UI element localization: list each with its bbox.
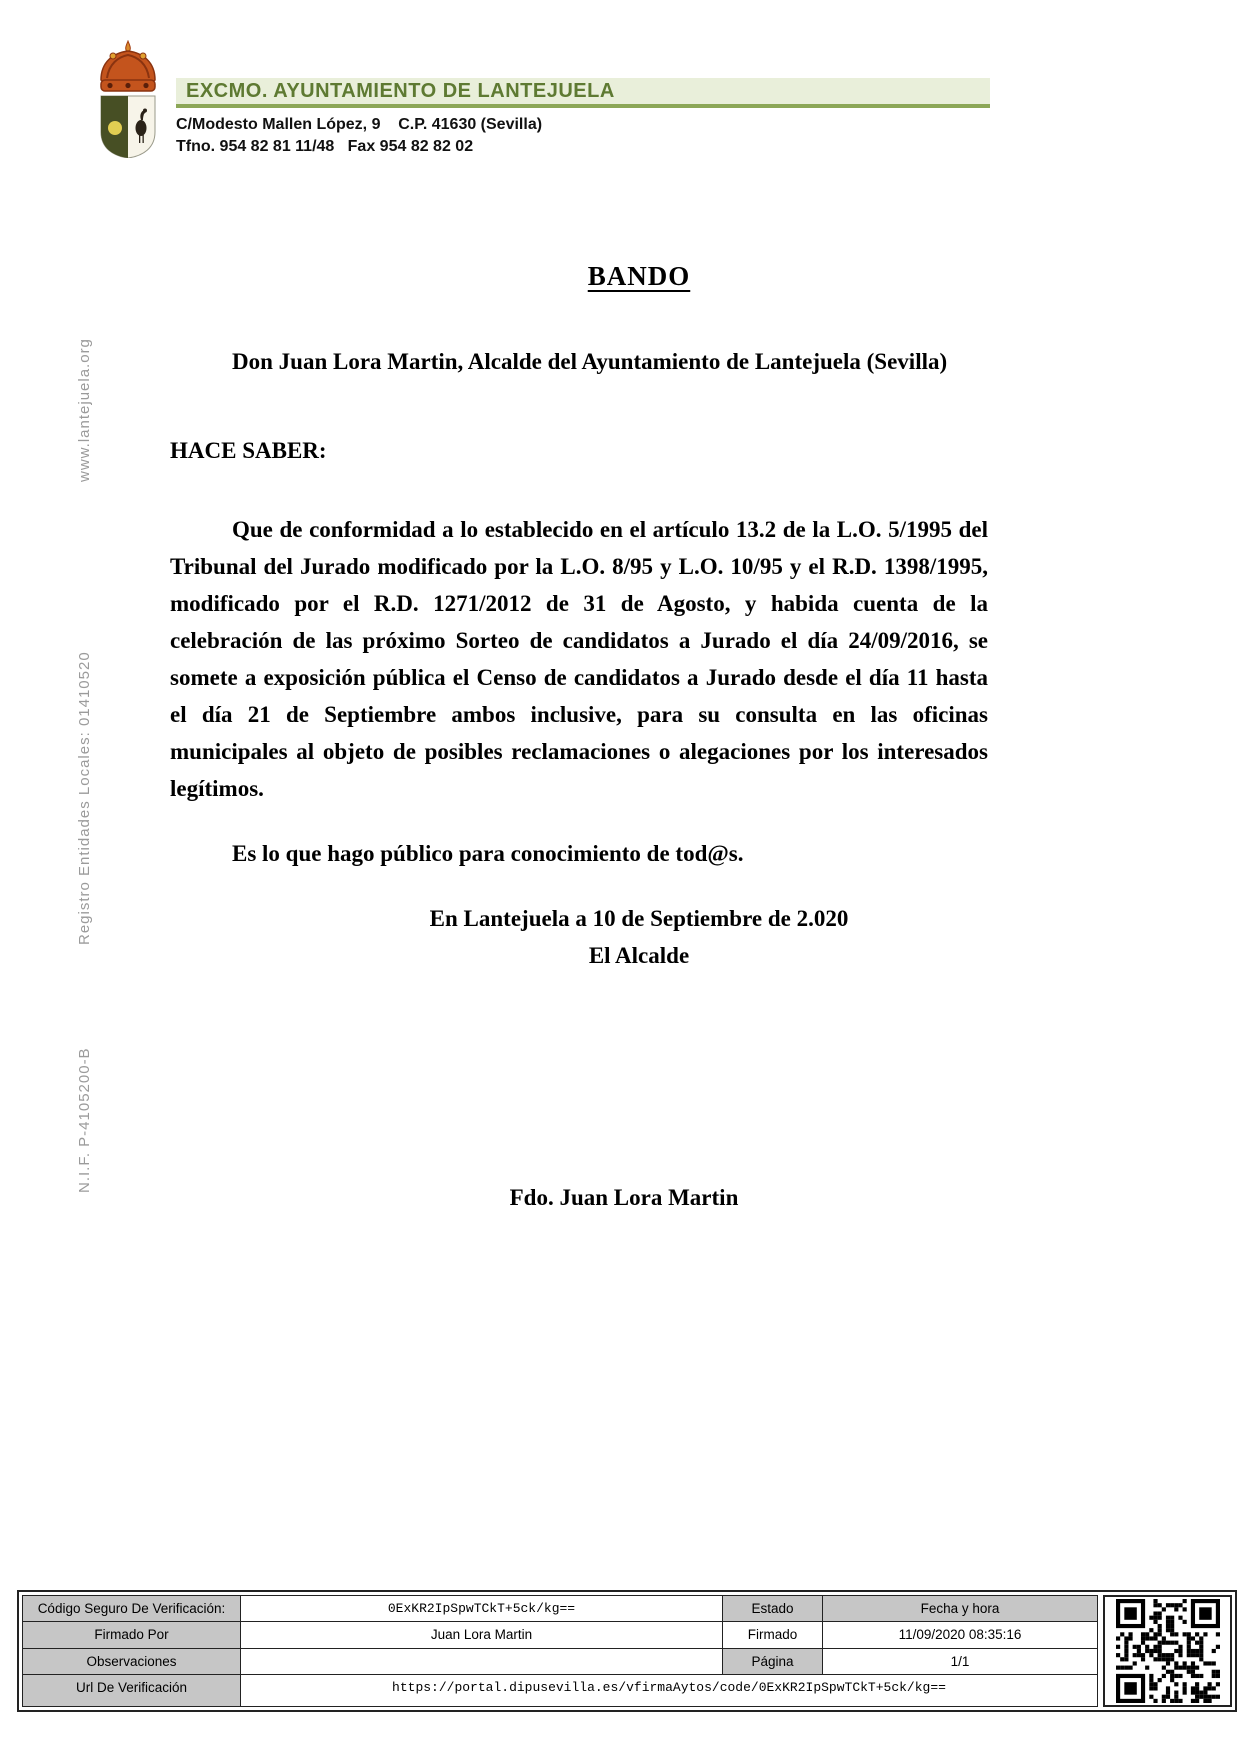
signer-title: El Alcalde (588, 943, 690, 968)
firmado-por-label: Firmado Por (23, 1622, 241, 1648)
document-body (170, 258, 988, 1216)
estado-header: Estado (723, 1596, 823, 1622)
fecha-value: 11/09/2020 08:35:16 (823, 1622, 1098, 1648)
org-name-band (176, 78, 990, 108)
coat-of-arms (93, 40, 163, 158)
date-line: En Lantejuela a 10 de Septiembre de 2.020 (429, 906, 849, 931)
csv-label: Código Seguro De Verificación: (23, 1596, 241, 1622)
csv-value: 0ExKR2IpSpwTCkT+5ck/kg== (241, 1596, 723, 1622)
estado-value: Firmado (723, 1622, 823, 1648)
qr-code-box (1103, 1595, 1232, 1707)
url-label: Url De Verificación (23, 1674, 241, 1706)
main-paragraph: Que de conformidad a lo establecido en el artículo 13.2 de la L.O. 5/1995 del Tribunal del Jurado modificado por la L.O. 8/95 y L.O. 10/95 y el R.D. 1398/1995, modificado por el R.D. 1271/2012 de 31 de Agosto, y habida cuenta de la celebración de las próximo Sorteo de candidatos a Jurado el día 24/09/2016, se somete a exposición pública el Censo de candidatos a Jurado desde el día 11 hasta el día 21 de Septiembre ambos inclusive, para su consulta en las oficinas municipales al objeto de posibles reclamaciones o alegaciones por los interesados legítimos. (170, 517, 988, 801)
url-value: https://portal.dipusevilla.es/vfirmaAytos/code/0ExKR2IpSpwTCkT+5ck/kg== (241, 1674, 1098, 1706)
observaciones-label: Observaciones (23, 1648, 241, 1674)
fecha-header: Fecha y hora (823, 1596, 1098, 1622)
table-row (23, 1674, 1098, 1706)
table-row (23, 1648, 1098, 1674)
page-title: BANDO (587, 261, 691, 291)
org-phone-fax: Tfno. 954 82 81 11/48 Fax 954 82 82 02 (176, 138, 474, 155)
date-block (230, 900, 1048, 974)
shield-icon (101, 96, 155, 158)
sidebar-registro: Registro Entidades Locales: 01410520 (76, 651, 93, 945)
table-row (23, 1622, 1098, 1648)
pagina-label: Página (723, 1648, 823, 1674)
intro-paragraph: Don Juan Lora Martin, Alcalde del Ayuntamiento de Lantejuela (Sevilla) (232, 349, 948, 374)
sidebar-website: www.lantejuela.org (76, 338, 93, 482)
closing-paragraph: Es lo que hago público para conocimiento de tod@s. (232, 841, 744, 866)
signature-line: Fdo. Juan Lora Martin (509, 1185, 739, 1210)
firmado-por-value: Juan Lora Martin (241, 1622, 723, 1648)
crown-icon (101, 41, 155, 91)
verification-table (22, 1595, 1098, 1707)
org-name: EXCMO. AYUNTAMIENTO DE LANTEJUELA (186, 79, 615, 102)
signature-footer (17, 1590, 1237, 1712)
qr-code (1116, 1599, 1220, 1703)
hace-saber-heading: HACE SABER: (170, 438, 327, 463)
org-address: C/Modesto Mallen López, 9 C.P. 41630 (Sevilla) (176, 116, 543, 133)
sidebar-nif: N.I.F. P-4105200-B (76, 1047, 93, 1193)
pagina-value: 1/1 (823, 1648, 1098, 1674)
letterhead (0, 0, 1240, 170)
table-row (23, 1596, 1098, 1622)
observaciones-value (241, 1648, 723, 1674)
